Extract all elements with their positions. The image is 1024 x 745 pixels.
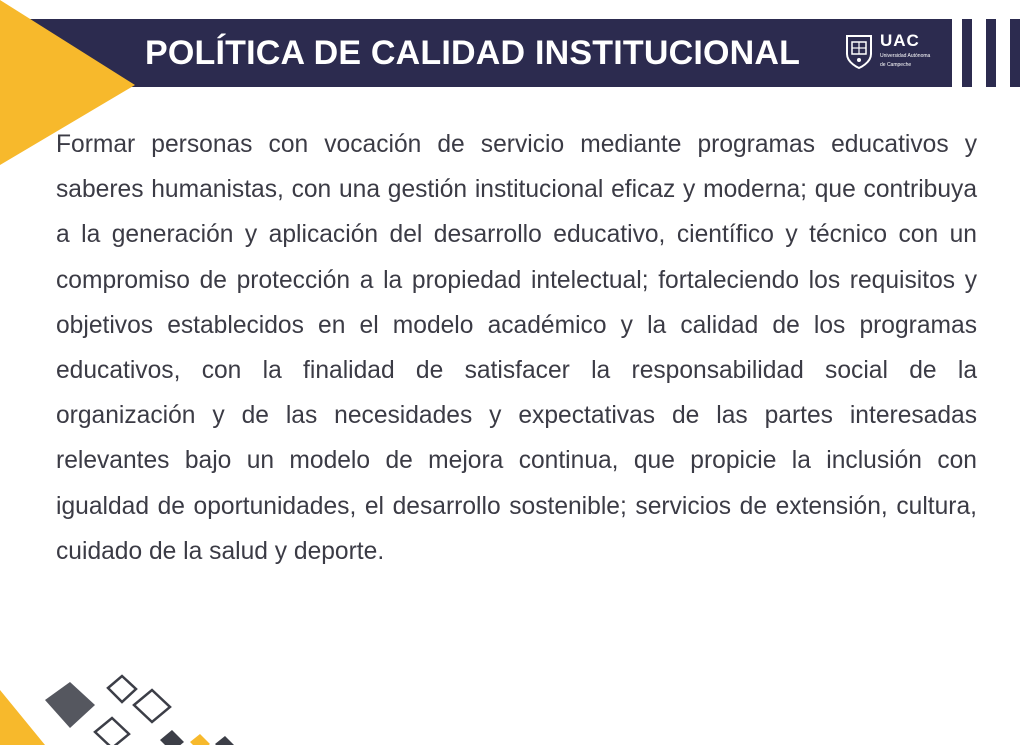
page-title: POLÍTICA DE CALIDAD INSTITUCIONAL — [145, 34, 801, 72]
university-seal-icon — [844, 34, 874, 70]
diamond-decoration — [0, 670, 270, 745]
stripe — [986, 19, 996, 87]
stripe — [1010, 19, 1020, 87]
logo-mark: UAC — [880, 31, 920, 50]
stripe — [962, 19, 972, 87]
logo-subtext: Universidad Autónoma — [880, 53, 931, 59]
stripe-decoration — [952, 19, 1024, 87]
uac-logo-icon — [880, 32, 942, 72]
logo-subtext-2: de Campeche — [880, 62, 912, 68]
policy-paragraph: Formar personas con vocación de servicio mediante programas educativos y saberes humanistas, con una gestión institucional eficaz y moderna; que contribuya a la generación y aplicación del desarrollo educativo, científico y técnico con un compromiso de protección a la propiedad intelectual; fortaleciendo los requisitos y objetivos establecidos en el modelo académico y la calidad de los programas educativos, con la finalidad de satisfacer la responsabilidad social de la organización y de las necesidades y expectativas de las partes interesadas relevantes bajo un modelo de mejora continua, que propicie la inclusión con igualdad de oportunidades, el desarrollo sostenible; servicios de extensión, cultura, cuidado de la salud y deporte. — [56, 131, 977, 565]
